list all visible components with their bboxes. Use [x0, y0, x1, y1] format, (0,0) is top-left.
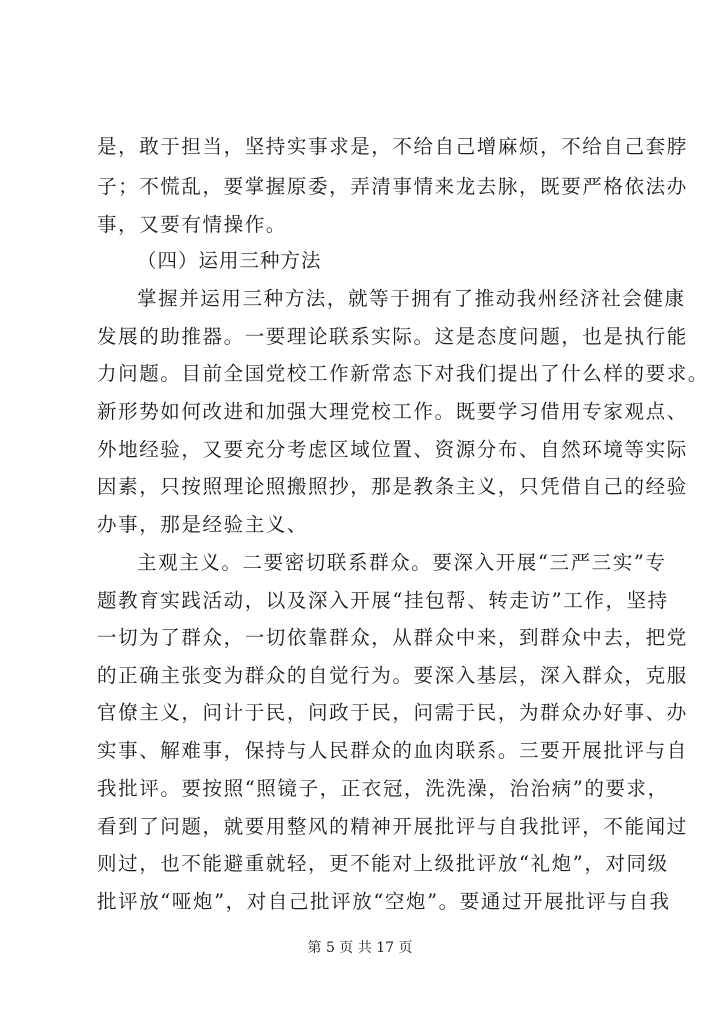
- text-line: 批评放“哑炮”，对自己批评放“空炮”。要通过开展批评与自我: [97, 890, 671, 913]
- paragraph-first-line: 主观主义。二要密切联系群众。要深入开展“三严三实”专: [137, 551, 667, 574]
- text-line: 则过，也不能避重就轻，更不能对上级批评放“礼炮”，对同级: [97, 852, 669, 875]
- text-line: 因素，只按照理论照搬照抄，那是教条主义，只凭借自己的经验: [97, 475, 688, 498]
- text-line: 是，敢于担当，坚持实事求是，不给自己增麻烦，不给自己套脖: [97, 135, 688, 158]
- text-line: 我批评。要按照“照镜子，正衣冠，洗洗澡，治治病”的要求，: [97, 777, 669, 800]
- text-line: 事，又要有情操作。: [97, 213, 287, 236]
- text-line: 外地经验，又要充分考虑区域位置、资源分布、自然环境等实际: [97, 438, 688, 461]
- text-line: 子；不慌乱，要掌握原委，弄清事情来龙去脉，既要严格依法办: [97, 175, 688, 198]
- text-line: 实事、解难事，保持与人民群众的血肉联系。三要开展批评与自: [97, 739, 688, 762]
- text-line: 力问题。目前全国党校工作新常态下对我们提出了什么样的要求。: [97, 362, 709, 385]
- page-number-footer: 第 5 页 共 17 页: [307, 940, 413, 956]
- text-line: 发展的助推器。一要理论联系实际。这是态度问题，也是执行能: [97, 325, 688, 348]
- text-line: 的正确主张变为群众的自觉行为。要深入基层，深入群众，克服: [97, 664, 688, 687]
- text-line: 官僚主义，问计于民，问政于民，问需于民，为群众办好事、办: [97, 701, 688, 724]
- text-line: 新形势如何改进和加强大理党校工作。既要学习借用专家观点、: [97, 400, 688, 423]
- text-line: 一切为了群众，一切依靠群众，从群众中来，到群众中去，把党: [97, 626, 688, 649]
- text-line: 题教育实践活动，以及深入开展“挂包帮、转走访”工作，坚持: [97, 589, 669, 612]
- section-heading: （四）运用三种方法: [137, 249, 322, 272]
- text-line: 看到了问题，就要用整风的精神开展批评与自我批评，不能闻过: [97, 815, 688, 838]
- text-line: 办事，那是经验主义、: [97, 513, 309, 536]
- paragraph-first-line: 掌握并运用三种方法，就等于拥有了推动我州经济社会健康: [137, 287, 686, 310]
